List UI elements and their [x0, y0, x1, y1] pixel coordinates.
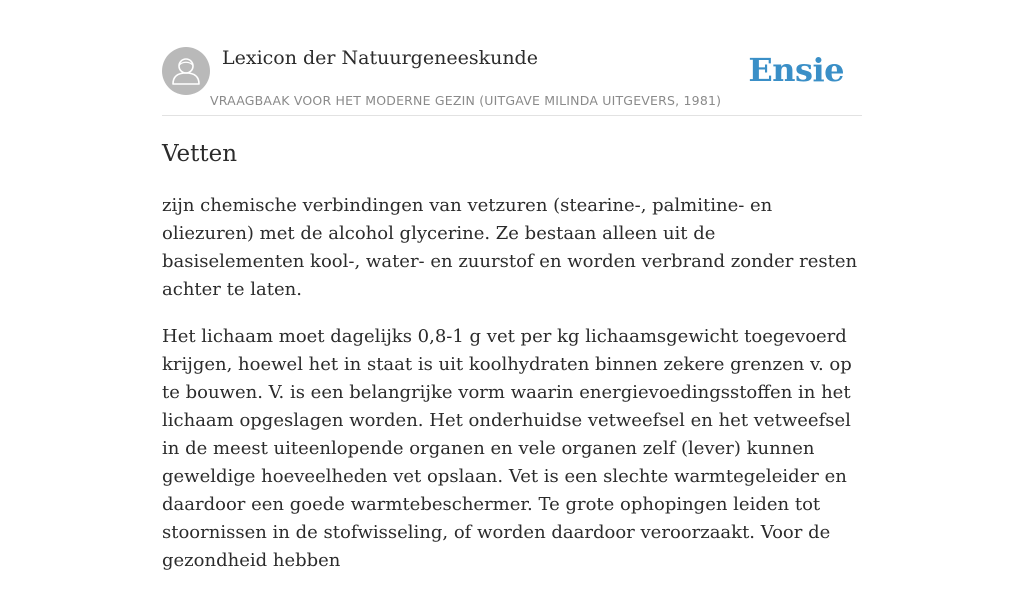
- brand-logo[interactable]: Ensie: [748, 51, 844, 89]
- header-divider: [162, 115, 862, 116]
- source-subtitle: VRAAGBAAK VOOR HET MODERNE GEZIN (UITGAVE MILINDA UITGEVERS, 1981): [210, 93, 722, 108]
- page-container: [162, 0, 862, 571]
- avatar-silhouette: [162, 47, 210, 95]
- user-avatar-icon[interactable]: [162, 47, 210, 95]
- entry-body: [162, 192, 862, 594]
- entry-paragraph: Het lichaam moet dagelijks 0,8-1 g vet per kg lichaamsgewicht toegevoerd krijgen, hoewel het in staat is uit koolhydraten binnen zekere grenzen v. op te bouwen. V. is een belangrijke vorm waarin energievoedingsstoffen in het lichaam opgeslagen worden. Het onderhuidse vetweefsel en het vetweefsel in de meest uiteenlopende organen en vele organen zelf (lever) kunnen geweldige hoeveelheden vet opslaan. Vet is een slechte warmtegeleider en daardoor een goede warmtebeschermer. Te grote ophopingen leiden tot stoornissen in de stofwisseling, of worden daardoor veroorzaakt. Voor de gezondheid hebben: [162, 326, 852, 571]
- entry-title: Vetten: [162, 141, 238, 167]
- entry-paragraph: zijn chemische verbindingen van vetzuren (stearine-, palmitine- en oliezuren) met de alcohol glycerine. Ze bestaan alleen uit de basiselementen kool-, water- en zuurstof en worden verbrand zonder resten achter te laten.: [162, 195, 858, 300]
- source-title[interactable]: Lexicon der Natuurgeneeskunde: [222, 47, 538, 69]
